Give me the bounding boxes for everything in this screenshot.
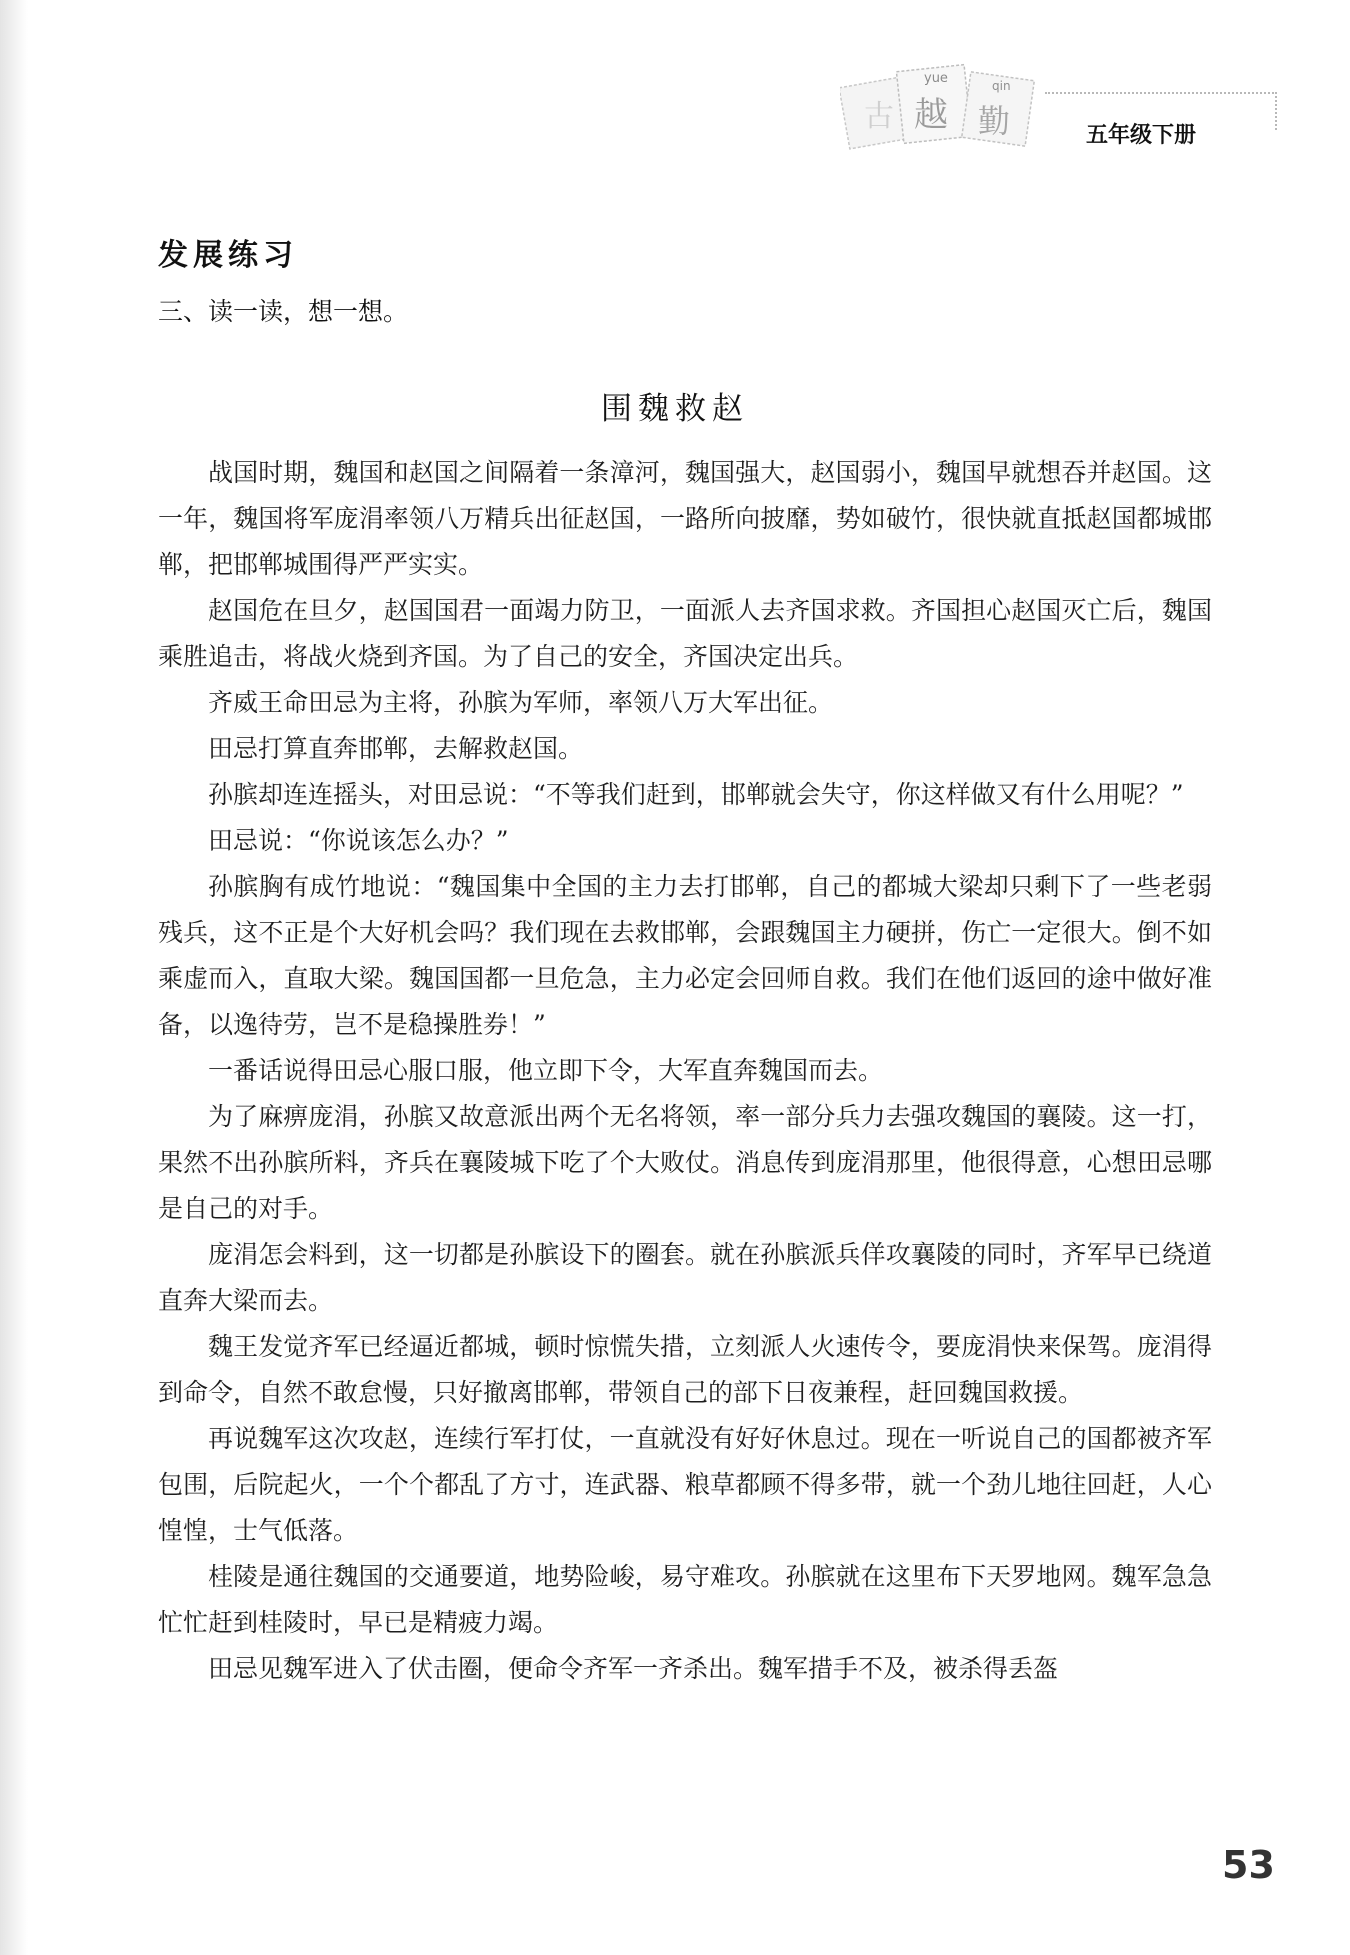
paragraph: 孙膑胸有成竹地说：“魏国集中全国的主力去打邯郸，自己的都城大梁却只剩下了一些老弱残兵，这不正是个大好机会吗？我们现在去救邯郸，会跟魏国主力硬拼，伤亡一定很大。倒不如乘虚而入，直取大梁。魏国国都一旦危急，主力必定会回师自救。我们在他们返回的途中做好准备，以逸待劳，岂不是稳操胜券！”	[158, 872, 1212, 1039]
story-title: 围魏救赵	[601, 391, 749, 427]
paragraph: 庞涓怎会料到，这一切都是孙膑设下的圈套。就在孙膑派兵佯攻襄陵的同时，齐军早已绕道直奔大梁而去。	[158, 1240, 1212, 1315]
paragraph: 田忌见魏军进入了伏击圈，便命令齐军一齐杀出。魏军措手不及，被杀得丢盔	[208, 1654, 1059, 1683]
binding-shadow	[0, 0, 28, 1955]
paragraph: 田忌打算直奔邯郸，去解救赵国。	[208, 734, 584, 763]
paragraph: 魏王发觉齐军已经逼近都城，顿时惊慌失措，立刻派人火速传令，要庞涓快来保驾。庞涓得到命令，自然不敢怠慢，只好撤离邯郸，带领自己的部下日夜兼程，赶回魏国救援。	[158, 1332, 1212, 1407]
stamp-char-yue: 越	[914, 95, 948, 135]
paragraph: 一番话说得田忌心服口服，他立即下令，大军直奔魏国而去。	[208, 1056, 884, 1085]
paragraph: 赵国危在旦夕，赵国国君一面竭力防卫，一面派人去齐国求救。齐国担心赵国灭亡后，魏国乘胜追击，将战火烧到齐国。为了自己的安全，齐国决定出兵。	[158, 596, 1212, 671]
question-heading: 三、读一读，想一想。	[158, 297, 409, 326]
paragraph: 战国时期，魏国和赵国之间隔着一条漳河，魏国强大，赵国弱小，魏国早就想吞并赵国。这一年，魏国将军庞涓率领八万精兵出征赵国，一路所向披靡，势如破竹，很快就直抵赵国都城邯郸，把邯郸城围得严严实实。	[158, 458, 1212, 579]
grade-label: 五年级下册	[1086, 123, 1197, 148]
story-body	[158, 450, 1212, 1692]
paragraph: 再说魏军这次攻赵，连续行军打仗，一直就没有好好休息过。现在一听说自己的国都被齐军包围，后院起火，一个个都乱了方寸，连武器、粮草都顾不得多带，就一个劲儿地往回赶，人心惶惶，士气低落。	[158, 1424, 1212, 1545]
paragraph: 为了麻痹庞涓，孙膑又故意派出两个无名将领，率一部分兵力去强攻魏国的襄陵。这一打，果然不出孙膑所料，齐兵在襄陵城下吃了个大败仗。消息传到庞涓那里，他很得意，心想田忌哪是自己的对手。	[158, 1102, 1212, 1223]
paragraph: 齐威王命田忌为主将，孙膑为军师，率领八万大军出征。	[208, 688, 834, 717]
stamp-char-gu: 古	[864, 99, 894, 134]
stamp-char-qin: 勤	[978, 102, 1011, 140]
page-number: 53	[1222, 1843, 1275, 1887]
stamp-pinyin-qin: qin	[992, 79, 1011, 93]
stamp-logo	[840, 62, 1045, 170]
paragraph: 桂陵是通往魏国的交通要道，地势险峻，易守难攻。孙膑就在这里布下天罗地网。魏军急急忙忙赶到桂陵时，早已是精疲力竭。	[158, 1562, 1212, 1637]
paragraph: 田忌说：“你说该怎么办？”	[208, 826, 509, 855]
stamp-pinyin-yue: yue	[924, 71, 948, 86]
stamp-tile-yue	[896, 65, 971, 144]
section-title: 发展练习	[158, 238, 298, 273]
paragraph: 孙膑却连连摇头，对田忌说：“不等我们赶到，邯郸就会失守，你这样做又有什么用呢？”	[208, 780, 1184, 809]
stamp-tile-qin	[962, 72, 1035, 146]
